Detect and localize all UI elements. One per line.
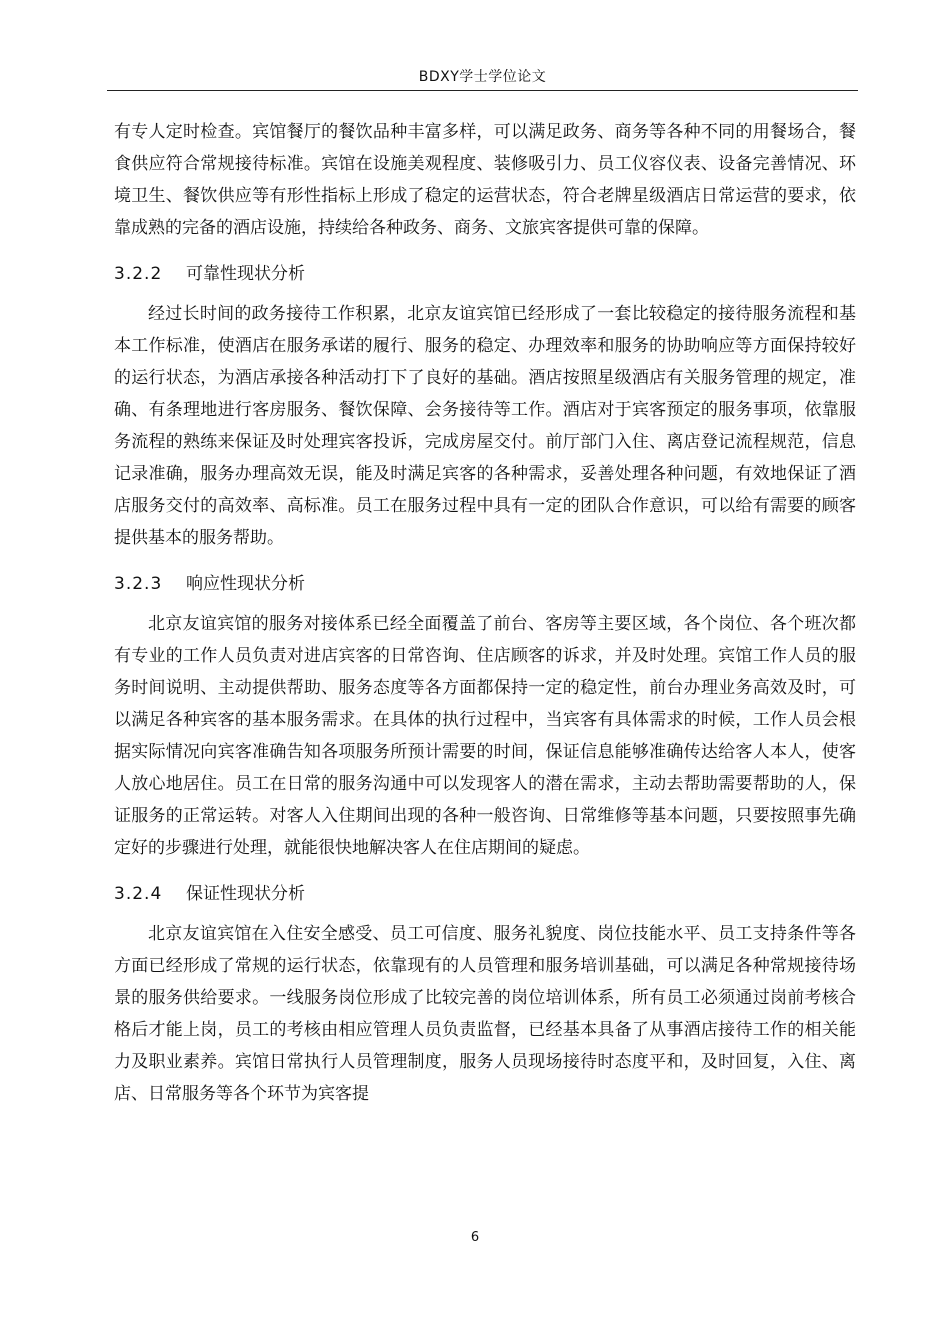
section-number: 3.2.4: [114, 884, 163, 904]
section-number: 3.2.3: [114, 574, 163, 594]
section-paragraph: 北京友谊宾馆的服务对接体系已经全面覆盖了前台、客房等主要区域，各个岗位、各个班次都有专业的工作人员负责对进店宾客的日常咨询、住店顾客的诉求，并及时处理。宾馆工作人员的服务时间说明、主动提供帮助、服务态度等各方面都保持一定的稳定性，前台办理业务高效及时，可以满足各种宾客的基本服务需求。在具体的执行过程中，当宾客有具体需求的时候，工作人员会根据实际情况向宾客准确告知各项服务所预计需要的时间，保证信息能够准确传达给客人本人，使客人放心地居住。员工在日常的服务沟通中可以发现客人的潜在需求，主动去帮助需要帮助的人，保证服务的正常运转。对客人入住期间出现的各种一般咨询、日常维修等基本问题，只要按照事先确定好的步骤进行处理，就能很快地解决客人在住店期间的疑虑。: [114, 614, 856, 858]
header-title: BDXY学士学位论文: [418, 69, 547, 85]
section-heading-3-2-3: [114, 568, 856, 600]
section-number: 3.2.2: [114, 264, 163, 284]
section-title: 可靠性现状分析: [186, 264, 305, 284]
intro-paragraph: 有专人定时检查。宾馆餐厅的餐饮品种丰富多样，可以满足政务、商务等各种不同的用餐场合，餐食供应符合常规接待标准。宾馆在设施美观程度、装修吸引力、员工仪容仪表、设备完善情况、环境卫生、餐饮供应等有形性指标上形成了稳定的运营状态，符合老牌星级酒店日常运营的要求，依靠成熟的完备的酒店设施，持续给各种政务、商务、文旅宾客提供可靠的保障。: [114, 122, 856, 238]
section-title: 响应性现状分析: [186, 574, 305, 594]
section-heading-3-2-4: [114, 878, 856, 910]
section-paragraph: 经过长时间的政务接待工作积累，北京友谊宾馆已经形成了一套比较稳定的接待服务流程和基本工作标准，使酒店在服务承诺的履行、服务的稳定、办理效率和服务的协助响应等方面保持较好的运行状态，为酒店承接各种活动打下了良好的基础。酒店按照星级酒店有关服务管理的规定，准确、有条理地进行客房服务、餐饮保障、会务接待等工作。酒店对于宾客预定的服务事项，依靠服务流程的熟练来保证及时处理宾客投诉，完成房屋交付。前厅部门入住、离店登记流程规范，信息记录准确，服务办理高效无误，能及时满足宾客的各种需求，妥善处理各种问题，有效地保证了酒店服务交付的高效率、高标准。员工在服务过程中具有一定的团队合作意识，可以给有需要的顾客提供基本的服务帮助。: [114, 304, 856, 548]
document-body: [114, 116, 856, 1110]
page-header: [107, 58, 858, 91]
section-title: 保证性现状分析: [186, 884, 305, 904]
section-heading-3-2-2: [114, 258, 856, 290]
section-paragraph: 北京友谊宾馆在入住安全感受、员工可信度、服务礼貌度、岗位技能水平、员工支持条件等各方面已经形成了常规的运行状态，依靠现有的人员管理和服务培训基础，可以满足各种常规接待场景的服务供给要求。一线服务岗位形成了比较完善的岗位培训体系，所有员工必须通过岗前考核合格后才能上岗，员工的考核由相应管理人员负责监督，已经基本具备了从事酒店接待工作的相关能力及职业素养。宾馆日常执行人员管理制度，服务人员现场接待时态度平和，及时回复，入住、离店、日常服务等各个环节为宾客提: [114, 924, 856, 1104]
page-number: 6: [470, 1230, 480, 1245]
